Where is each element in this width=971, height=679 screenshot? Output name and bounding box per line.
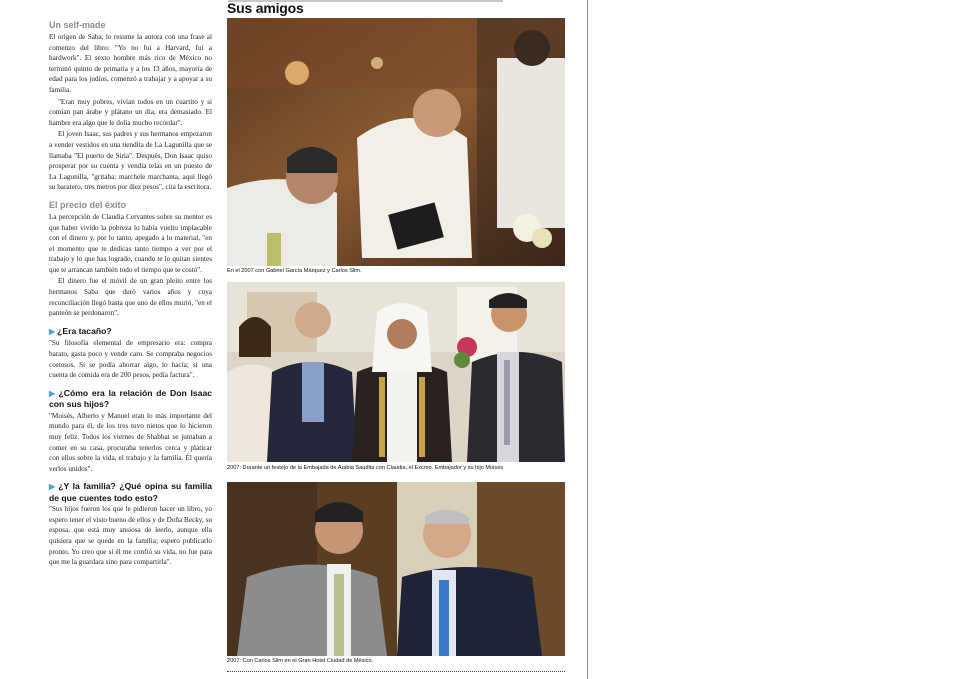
article-column <box>49 19 212 568</box>
qa-question <box>49 326 212 338</box>
photo-caption: 2007: Durante un festejo de la Embajada de Arabia Saudita con Claudia, el Excmo. Embajador y su hijo Moisés <box>227 465 504 471</box>
qa-question <box>49 388 212 410</box>
paragraph: El dinero fue el móvil de un gran pleito entre los hermanos Saba que duró varios años y cuya reconciliación llegó hasta que uno de ellos murió, "en el panteón se perdonaron". <box>49 277 212 318</box>
right-triangle-icon: ▶ <box>49 482 57 492</box>
subhead-self-made: Un self-made <box>49 20 106 30</box>
qa-block <box>49 481 212 568</box>
paragraph: El origen de Saba, lo resume la autora con una frase al comenzo del libro: "Yo no fui a Harvard, fui a hardwork". El sexto hombre más rico de México no terminó quinto de primaria y a los 13 años, mayoría de edad para los judíos, comenzó a trabajar y a apoyar a su familia. <box>49 33 212 94</box>
photo-caption: En el 2007 con Gabriel García Márquez y Carlos Slim. <box>227 268 362 274</box>
qa-answer: "Su filosofía elemental de empresario era: compra barato, gasta poco y vende caro. Se compraba negocios costosos. Si se podía ahorrar algo, lo hacía; si una cuenta de comida era de 200 pesos, pedía factura". <box>49 339 212 380</box>
photo-carlos-slim <box>227 482 565 656</box>
qa-answer: "Sus hijos fueron los que le pidieron hacer un libro, yo espero tener el visto bueno de ellos y de Doña Becky, su esposa, que está muy ansiosa de leerlo, aunque ella quisiera que se quede en la familia; espero publicarlo pronto. Yo creo que si él me confió su vida, no fue para que me la guardara sino para compartirla". <box>49 505 212 567</box>
qa-question-text: ¿Cómo era la relación de Don Isaac con sus hijos? <box>49 387 213 410</box>
photo-caption: 2007: Con Carlos Slim en el Gran Hotel Ciudad de México. <box>227 658 374 664</box>
right-triangle-icon: ▶ <box>49 388 57 398</box>
dotted-rule <box>227 671 565 672</box>
section-title: Sus amigos <box>227 0 304 16</box>
qa-answer: "Moisés, Alberto y Manuel eran lo más importante del mundo para él, de los tres tuvo nietos que lo hicieron muy feliz. Todos los viernes de Shabbat se juntaban a comer en su casa, procuraba tenerlos cerca y platicar con ellos sobre la vida, el trabajo y la familia. Él quería verlos unidos". <box>49 411 212 473</box>
qa-block <box>49 326 212 381</box>
qa-question <box>49 481 212 503</box>
photo-embajada <box>227 282 565 462</box>
qa-question-text: ¿Era tacaño? <box>57 325 112 336</box>
paragraph: La percepción de Claudia Cervantes sobre su mentor es que haber vivido la pobreza lo había vuelto implacable con el dinero y, por lo tanto, apegado a lo material, "en el momento que te dedicas tanto tiempo a ver por el trabajo y lo que has logrado, cuando te lo quitan sientes que te arrancan también todo el tiempo que te costó". <box>49 212 212 274</box>
qa-block <box>49 388 212 475</box>
qa-question-text: ¿Y la familia? ¿Qué opina su familia de que cuentes todo esto? <box>49 481 212 503</box>
photo-garcia-marquez-slim <box>227 18 565 266</box>
right-triangle-icon: ▶ <box>49 326 56 336</box>
subhead-precio: El precio del éxito <box>49 199 127 210</box>
paragraph: "Eran muy pobres, vivían todos en un cuartito y si comían pan árabe y plátano un día, era demasiado. El hambre era algo que le dolía mucho recordar". <box>49 97 212 127</box>
paragraph: El joven Isaac, sus padres y sus hermanos empezaron a vender vestidos en una tiendita de La Lagunilla que se llamaba "El puerto de Siria". Después, Don Isaac quiso prosperar por su cuenta y vendía telas en un puesto de La Lagunilla, "gritaba: marchele marchanta, aquí llegó su baratero, tres metros por diez pesos", cita la escritora. <box>49 130 212 192</box>
